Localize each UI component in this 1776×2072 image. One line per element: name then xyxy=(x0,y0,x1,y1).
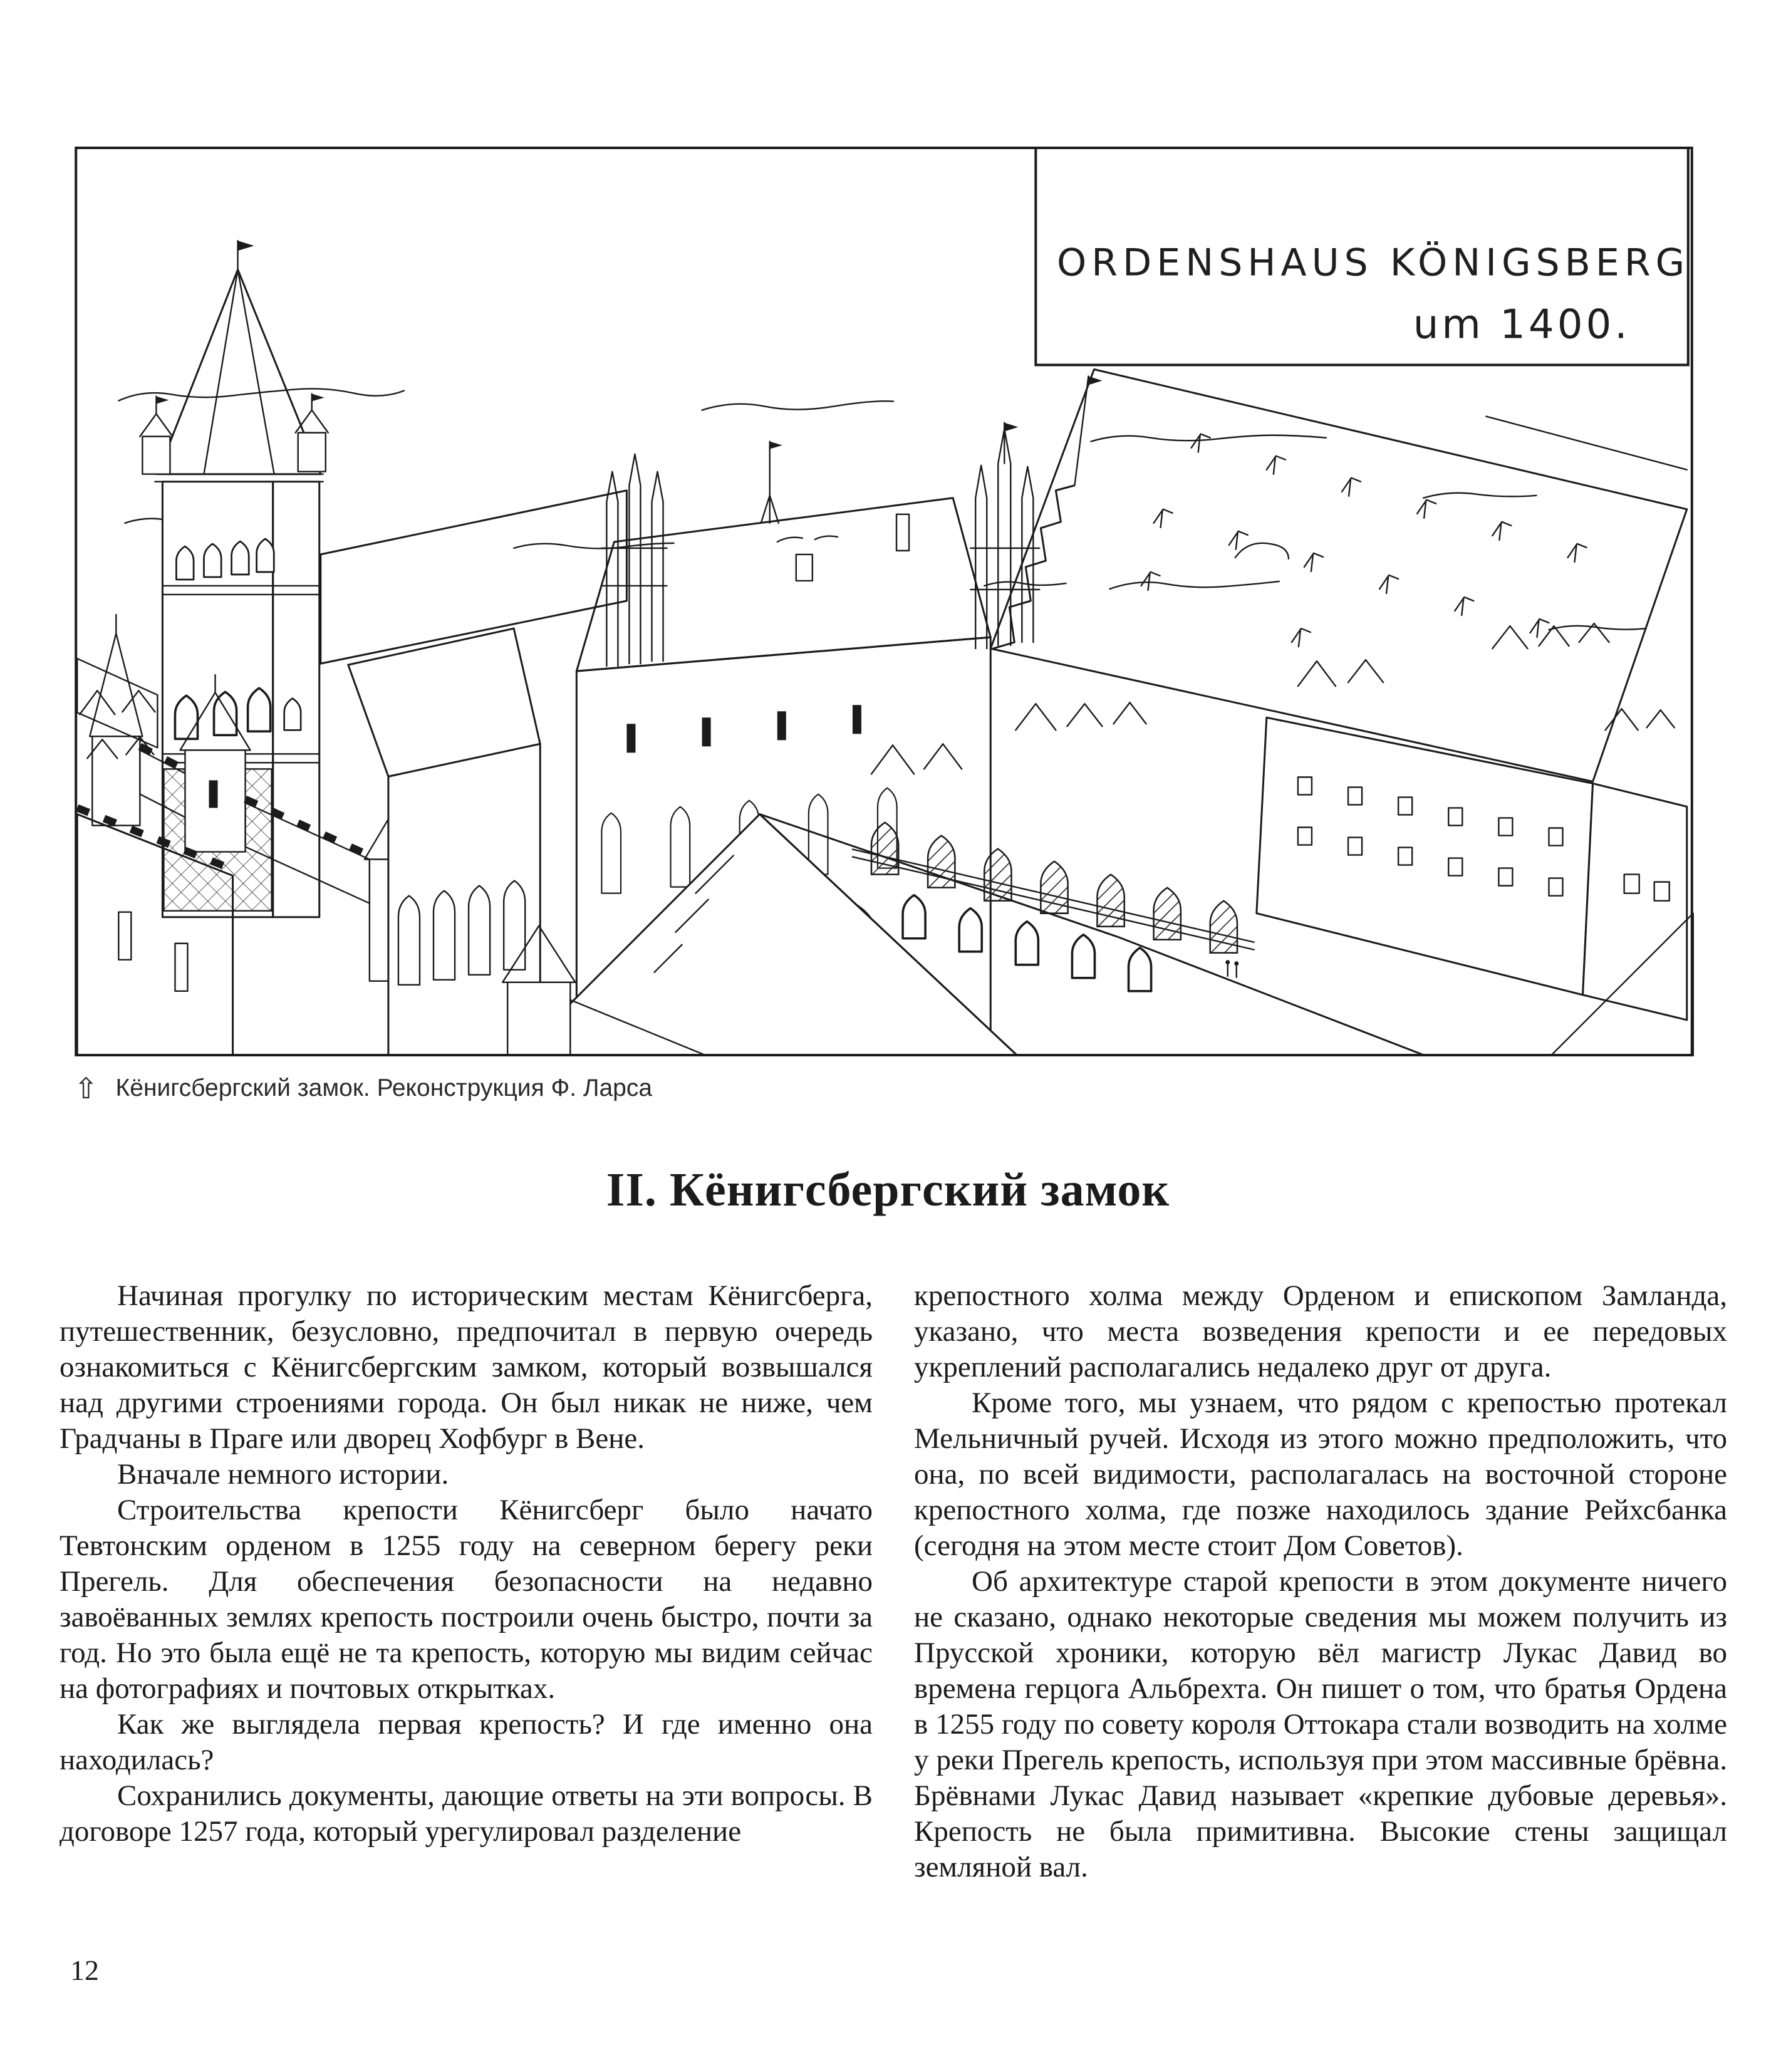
sky-clouds xyxy=(118,388,1646,630)
figure-caption xyxy=(74,1071,653,1105)
paragraph: Начиная прогулку по историческим местам Кёнигсберга, путешественник, безусловно, предпочитал в первую очередь ознакомиться с Кёнигсбергским замком, который возвышался над другими строениями города. Он был никак не ниже, чем Градчаны в Праге или дворец Хофбург в Вене. xyxy=(60,1279,873,1455)
figure-label-box xyxy=(1036,148,1690,365)
label-title: ORDENSHAUS KÖNIGSBERG xyxy=(1056,241,1690,285)
label-date: um 1400. xyxy=(1413,301,1631,348)
text-columns xyxy=(60,1278,1727,1885)
chapter-heading: II. Кёнигсбергский замок xyxy=(606,1164,1170,1216)
right-wing xyxy=(990,369,1687,1019)
paragraph: крепостного холма между Орденом и епископом Замланда, указано, что места возведения крепости и ее передовых укреплений располагались недалеко друг от друга. xyxy=(914,1279,1727,1383)
paragraph: Сохранились документы, дающие ответы на эти вопросы. В договоре 1257 года, который урегулировал разделение xyxy=(60,1779,873,1848)
left-column xyxy=(60,1278,873,1885)
paragraph: Об архитектуре старой крепости в этом документе ничего не сказано, однако некоторые сведения мы можем получить из Прусской хроники, которую вёл магистр Лукас Давид во времена герцога Альбрехта. Он пишет о том, что братья Ордена в 1255 году по совету короля Оттокара стали возводить на холме у реки Прегель крепость, используя при этом массивные брёвна. Брёвнами Лукас Давид называет «крепкие дубовые деревья». Крепость не была примитивна. Высокие стены защищал земляной вал. xyxy=(914,1565,1727,1883)
paragraph: Кроме того, мы узнаем, что рядом с крепостью протекал Мельничный ручей. Исходя из этого можно предположить, что она, по всей видимости, располагалась на восточной стороне крепостного холма, где позже находилось здание Рейхсбанка (сегодня на этом месте стоит Дом Советов). xyxy=(914,1387,1727,1562)
page-number: 12 xyxy=(70,1954,99,1986)
paragraph: Как же выглядела первая крепость? И где именно она находилась? xyxy=(60,1708,873,1776)
castle-illustration xyxy=(74,147,1694,1056)
paragraph: Строительства крепости Кёнигсберг было начато Тевтонским орденом в 1255 году на северном берегу реки Прегель. Для обеспечения безопасности на недавно завоёванных землях крепость построили очень быстро, почти за год. Но это была ещё не та крепость, которую мы видим сейчас на фотографиях и почтовых открытках. xyxy=(60,1494,873,1705)
castle-line-drawing xyxy=(74,147,1694,1056)
up-arrow-icon: ⇧ xyxy=(74,1071,98,1105)
caption-text: Кёнигсбергский замок. Реконструкция Ф. Ларса xyxy=(115,1075,653,1101)
right-column xyxy=(914,1278,1727,1885)
paragraph: Вначале немного истории. xyxy=(117,1458,449,1491)
